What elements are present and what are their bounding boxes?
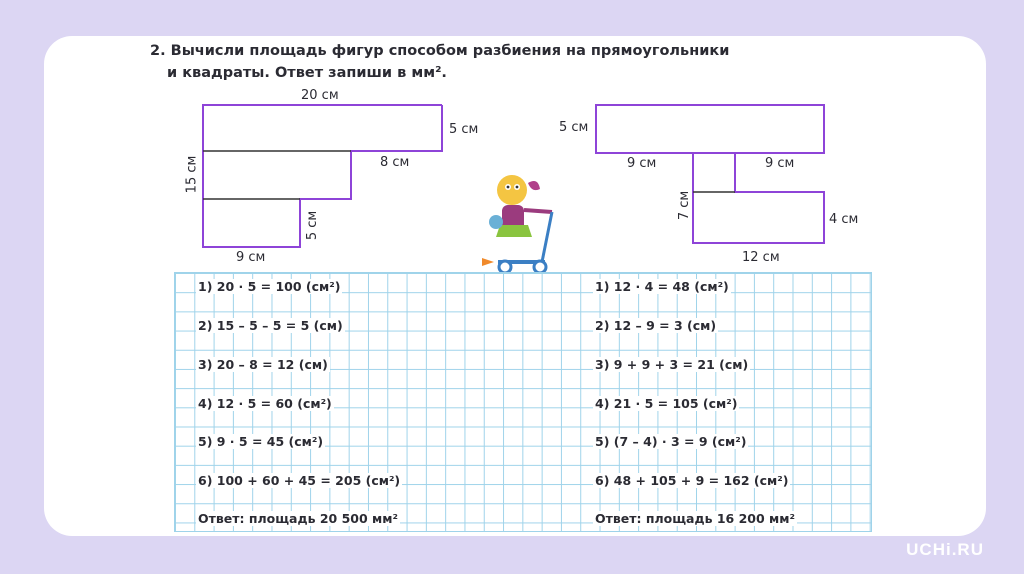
left-fig-right-top-label: 5 см bbox=[449, 122, 479, 137]
solution-right-line-3: 3) 9 + 9 + 3 = 21 (см) bbox=[595, 357, 749, 372]
right-fig-right-label: 4 см bbox=[829, 212, 859, 227]
left-figure-outline bbox=[203, 105, 442, 247]
task-line-2: и квадраты. Ответ запиши в мм². bbox=[167, 65, 447, 81]
left-fig-step-label: 8 см bbox=[380, 155, 410, 170]
watermark-logo: UCHi.RU bbox=[906, 540, 984, 559]
solution-right-answer: Ответ: площадь 16 200 мм² bbox=[595, 511, 795, 526]
left-fig-top-label: 20 см bbox=[301, 88, 339, 103]
solution-right-line-2: 2) 12 – 9 = 3 (см) bbox=[595, 318, 717, 333]
solution-left-answer: Ответ: площадь 20 500 мм² bbox=[198, 511, 398, 526]
solution-left-line-6: 6) 100 + 60 + 45 = 205 (см²) bbox=[198, 473, 401, 488]
solution-right-line-6: 6) 48 + 105 + 9 = 162 (см²) bbox=[595, 473, 789, 488]
solution-left-line-1: 1) 20 · 5 = 100 (см²) bbox=[198, 279, 341, 294]
solution-right-line-4: 4) 21 · 5 = 105 (см²) bbox=[595, 396, 738, 411]
mascot-illustration bbox=[482, 175, 552, 273]
solution-right-line-5: 5) (7 – 4) · 3 = 9 (см²) bbox=[595, 434, 747, 449]
left-fig-bottom-label: 9 см bbox=[236, 250, 266, 265]
solution-left-line-4: 4) 12 · 5 = 60 (см²) bbox=[198, 396, 332, 411]
right-fig-bottom-label: 12 см bbox=[742, 250, 780, 265]
right-fig-under-right-label: 9 см bbox=[765, 156, 795, 171]
right-fig-under-left-label: 9 см bbox=[627, 156, 657, 171]
task-line-1: 2. Вычисли площадь фигур способом разбиения на прямоугольники bbox=[150, 43, 730, 59]
solution-left-line-5: 5) 9 · 5 = 45 (см²) bbox=[198, 434, 324, 449]
right-figure-lower-outline bbox=[693, 153, 824, 243]
solution-right-line-1: 1) 12 · 4 = 48 (см²) bbox=[595, 279, 729, 294]
left-fig-left-label: 15 см bbox=[184, 155, 200, 194]
solution-left-line-3: 3) 20 – 8 = 12 (см) bbox=[198, 357, 328, 372]
solution-left-line-2: 2) 15 – 5 – 5 = 5 (см) bbox=[198, 318, 343, 333]
right-fig-left-top-label: 5 см bbox=[559, 120, 589, 135]
right-figure-top-rect bbox=[596, 105, 824, 153]
right-fig-middle-label: 7 см bbox=[677, 190, 693, 221]
left-fig-inner-label: 5 см bbox=[305, 210, 321, 241]
